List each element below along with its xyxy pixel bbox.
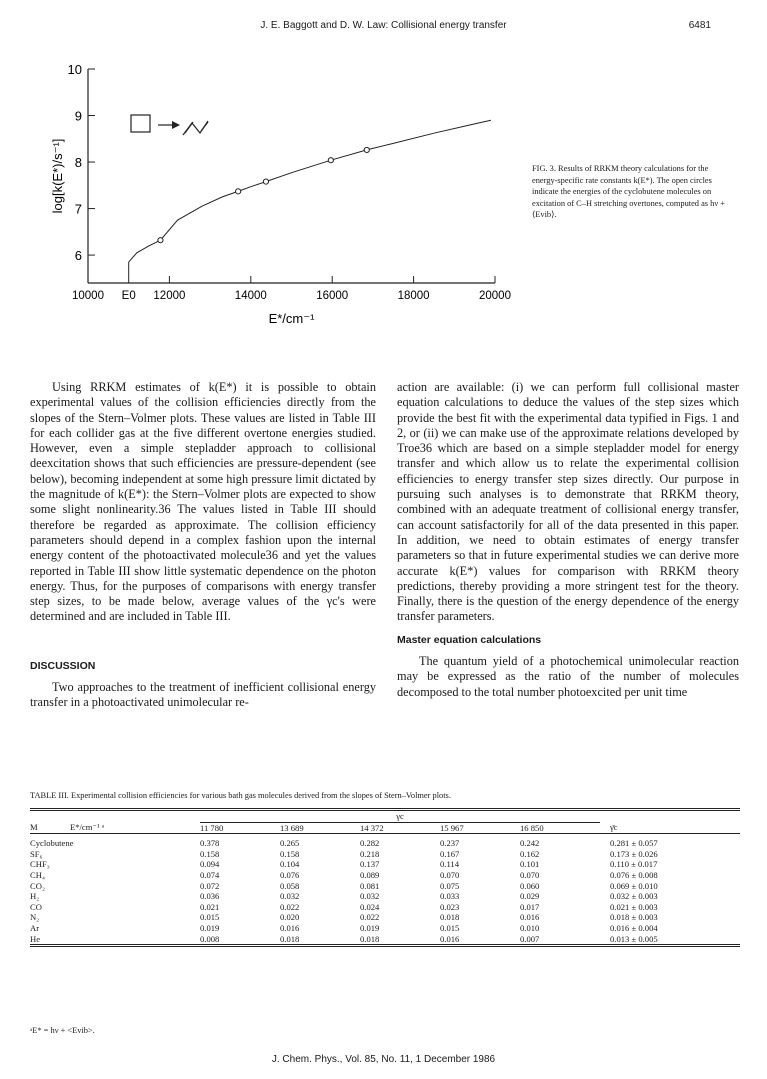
row-value: 0.081 <box>360 880 380 891</box>
data-point-circle <box>236 189 241 194</box>
row-value: 0.076 <box>280 869 300 880</box>
row-value: 0.242 <box>520 838 540 849</box>
row-molecule: SF₆ <box>30 848 43 859</box>
row-value: 0.060 <box>520 880 540 891</box>
row-value: 0.021 <box>200 901 220 912</box>
row-value: 0.101 <box>520 859 540 870</box>
row-value: 0.020 <box>280 912 300 923</box>
row-average: 0.018 ± 0.003 <box>610 912 658 923</box>
row-value: 0.070 <box>520 869 540 880</box>
row-value: 0.072 <box>200 880 220 891</box>
row-molecule: CO <box>30 901 42 912</box>
row-value: 0.017 <box>520 901 540 912</box>
row-average: 0.110 ± 0.017 <box>610 859 658 870</box>
col-header-m: M <box>30 822 38 833</box>
table-caption: TABLE III. Experimental collision efficiencies for various bath gas molecules derived from the slopes of Stern–Volmer plots. <box>30 791 451 800</box>
row-molecule: CHF₃ <box>30 859 50 870</box>
paragraph-master-equation: The quantum yield of a photochemical unimolecular reaction may be expressed as the ratio of the number of molecules decomposed to the total number photoexcited per unit time <box>397 654 739 699</box>
x-axis-label: E*/cm⁻¹ <box>268 311 315 326</box>
row-value: 0.008 <box>200 933 220 944</box>
x-tick-label: 10000 <box>72 290 104 302</box>
col-header-energy-value: 14 372 <box>360 822 384 833</box>
row-value: 0.033 <box>440 891 460 902</box>
row-molecule: Ar <box>30 922 40 933</box>
row-value: 0.018 <box>360 933 380 944</box>
y-tick-label: 6 <box>74 248 82 264</box>
butadiene-icon <box>183 121 208 135</box>
page-number: 6481 <box>688 20 711 31</box>
row-average: 0.076 ± 0.008 <box>610 869 658 880</box>
table-row <box>30 834 740 849</box>
y-tick-label: 8 <box>74 155 82 171</box>
table-bottom-rule <box>30 946 740 952</box>
row-average: 0.032 ± 0.003 <box>610 891 658 902</box>
row-value: 0.015 <box>440 922 460 933</box>
row-value: 0.378 <box>200 838 220 849</box>
row-average: 0.021 ± 0.003 <box>610 901 658 912</box>
row-value: 0.029 <box>520 891 540 902</box>
table-row <box>30 902 740 913</box>
row-value: 0.070 <box>440 869 460 880</box>
x-tick-label: 14000 <box>234 290 267 302</box>
left-column <box>30 380 376 711</box>
col-header-energy-value: 16 850 <box>520 822 544 833</box>
table-group-header-row <box>30 810 740 823</box>
row-average: 0.069 ± 0.010 <box>610 880 658 891</box>
row-value: 0.023 <box>440 901 460 912</box>
table-row <box>30 859 740 870</box>
row-average: 0.281 ± 0.057 <box>610 838 658 849</box>
paragraph-discussion: Two approaches to the treatment of inefficient collisional energy transfer in a photoactivated unimolecular re- <box>30 680 376 710</box>
row-value: 0.032 <box>360 891 380 902</box>
col-header-energy: E*/cm⁻¹ ᵃ <box>70 822 105 833</box>
row-value: 0.137 <box>360 859 380 870</box>
row-molecule: N₂ <box>30 912 40 923</box>
row-value: 0.075 <box>440 880 460 891</box>
row-molecule: H₂ <box>30 891 40 902</box>
rate-curve <box>129 120 491 262</box>
table-row <box>30 934 740 946</box>
row-value: 0.016 <box>440 933 460 944</box>
gamma-group-header: γc <box>200 810 600 823</box>
row-value: 0.162 <box>520 848 540 859</box>
row-value: 0.074 <box>200 869 220 880</box>
e0-label: E0 <box>121 290 136 302</box>
y-tick-label: 10 <box>67 62 82 77</box>
row-value: 0.010 <box>520 922 540 933</box>
row-value: 0.158 <box>200 848 220 859</box>
row-value: 0.032 <box>280 891 300 902</box>
journal-footer: J. Chem. Phys., Vol. 85, No. 11, 1 December 1986 <box>271 1054 496 1065</box>
x-tick-label: 16000 <box>316 290 349 302</box>
row-value: 0.016 <box>280 922 300 933</box>
row-molecule: Cyclobutene <box>30 838 74 849</box>
chart-svg <box>40 55 520 345</box>
butadiene-double-bond-icon <box>185 122 193 133</box>
row-value: 0.018 <box>280 933 300 944</box>
figure-3-chart <box>40 55 520 345</box>
row-value: 0.019 <box>360 922 380 933</box>
row-value: 0.114 <box>440 859 460 870</box>
running-title: J. E. Baggott and D. W. Law: Collisional energy transfer <box>260 20 507 31</box>
table-row <box>30 881 740 892</box>
row-value: 0.036 <box>200 891 220 902</box>
row-value: 0.016 <box>520 912 540 923</box>
row-value: 0.094 <box>200 859 220 870</box>
data-point-circle <box>364 147 369 152</box>
data-point-circle <box>328 158 333 163</box>
arrow-head-icon <box>172 121 180 129</box>
table-row <box>30 923 740 934</box>
row-value: 0.265 <box>280 838 300 849</box>
table-row <box>30 849 740 860</box>
x-tick-label: 20000 <box>479 290 511 302</box>
y-tick-label: 9 <box>74 108 82 124</box>
figure-caption: FIG. 3. Results of RRKM theory calculations for the energy-specific rate constants k(E*). The open circles indicate the energies of the cyclobutene molecules on excitation of C–H stretching overtones, computed as hν + ⟨Evib⟩. <box>532 164 725 220</box>
table-iii <box>30 808 740 951</box>
paragraph-rrkm-estimates: Using RRKM estimates of k(E*) it is possible to obtain experimental values of the collision efficiencies directly from the slopes of the Stern–Volmer plots. These values are listed in Table III for each collider gas at the five different overtone energies studied. However, even a simple stepladder approach to collisional deexcitation shows that such efficiencies are pressure-dependent (see below), becoming independent at some high pressure limit dictated by the magnitude of k(E*): the Stern–Volmer plots are expected to show some slight nonlinearity.36 The values listed in Table III should therefore be regarded as approximate. The collision efficiency parameters should depend in a complex fashion upon the internal energy content of the photoactivated molecule36 and yet the values reported in Table III show little systematic dependence on the photon energy. Thus, for the purposes of comparisons with energy transfer step sizes, to be made below, average values of the γc's were determined and are included in Table III. <box>30 380 376 624</box>
row-value: 0.019 <box>200 922 220 933</box>
table-footnote: ᵃE* = hν + <Evib>. <box>30 1026 95 1035</box>
row-average: 0.173 ± 0.026 <box>610 848 658 859</box>
row-value: 0.022 <box>280 901 300 912</box>
row-value: 0.024 <box>360 901 380 912</box>
row-molecule: He <box>30 933 41 944</box>
row-value: 0.282 <box>360 838 380 849</box>
butadiene-double-bond-icon <box>201 122 208 131</box>
discussion-heading: DISCUSSION <box>30 659 96 672</box>
x-tick-label: 18000 <box>397 290 430 302</box>
right-column <box>397 380 739 700</box>
row-average: 0.013 ± 0.005 <box>610 933 658 944</box>
row-average: 0.016 ± 0.004 <box>610 922 658 933</box>
table-column-header-row <box>30 822 740 834</box>
master-equation-heading: Master equation calculations <box>397 633 542 646</box>
row-value: 0.007 <box>520 933 540 944</box>
row-value: 0.158 <box>280 848 300 859</box>
paragraph-approaches: action are available: (i) we can perform full collisional master equation calculations to deduce the values of the step sizes which provide the best fit with the experimental data typified in Figs. 1 and 2, or (ii) we can make use of the approximate relations developed by Troe36 which are based on a simple stepladder model for energy transfer and which allow us to relate the experimental collision efficiencies to energy transfer step sizes directly. Our purpose in pursuing such analyses is to demonstrate that RRKM theory, combined with an adequate treatment of collisional energy transfer, can account satisfactorily for all of the data presented in this paper. In addition, we need to obtain estimates of energy transfer parameters so that in future experimental studies we can derive more accurate k(E*) values for comparison with RRKM theory predictions, thereby providing a more stringent test for the theory. Finally, there is the question of the energy dependence of the energy transfer parameters. <box>397 380 739 624</box>
row-value: 0.058 <box>280 880 300 891</box>
table-row <box>30 870 740 881</box>
row-value: 0.015 <box>200 912 220 923</box>
y-tick-label: 7 <box>74 201 82 217</box>
row-value: 0.237 <box>440 838 460 849</box>
col-header-energy-value: 13 689 <box>280 822 304 833</box>
row-value: 0.018 <box>440 912 460 923</box>
data-point-circle <box>158 238 163 243</box>
cyclobutene-square-icon <box>131 115 150 132</box>
table-row <box>30 912 740 923</box>
col-header-average: γ̄c <box>610 822 618 833</box>
row-value: 0.104 <box>280 859 300 870</box>
table-row <box>30 891 740 902</box>
data-point-circle <box>263 179 268 184</box>
row-value: 0.089 <box>360 869 380 880</box>
col-header-energy-value: 11 780 <box>200 822 224 833</box>
row-molecule: CH₄ <box>30 869 45 880</box>
col-header-energy-value: 15 967 <box>440 822 464 833</box>
x-tick-label: 12000 <box>153 290 186 302</box>
y-axis-label: log[k(E*)/s⁻¹] <box>50 138 65 214</box>
row-value: 0.022 <box>360 912 380 923</box>
running-header <box>0 20 767 36</box>
row-molecule: CO₂ <box>30 880 45 891</box>
collision-efficiency-table <box>30 808 740 951</box>
row-value: 0.218 <box>360 848 380 859</box>
row-value: 0.167 <box>440 848 460 859</box>
